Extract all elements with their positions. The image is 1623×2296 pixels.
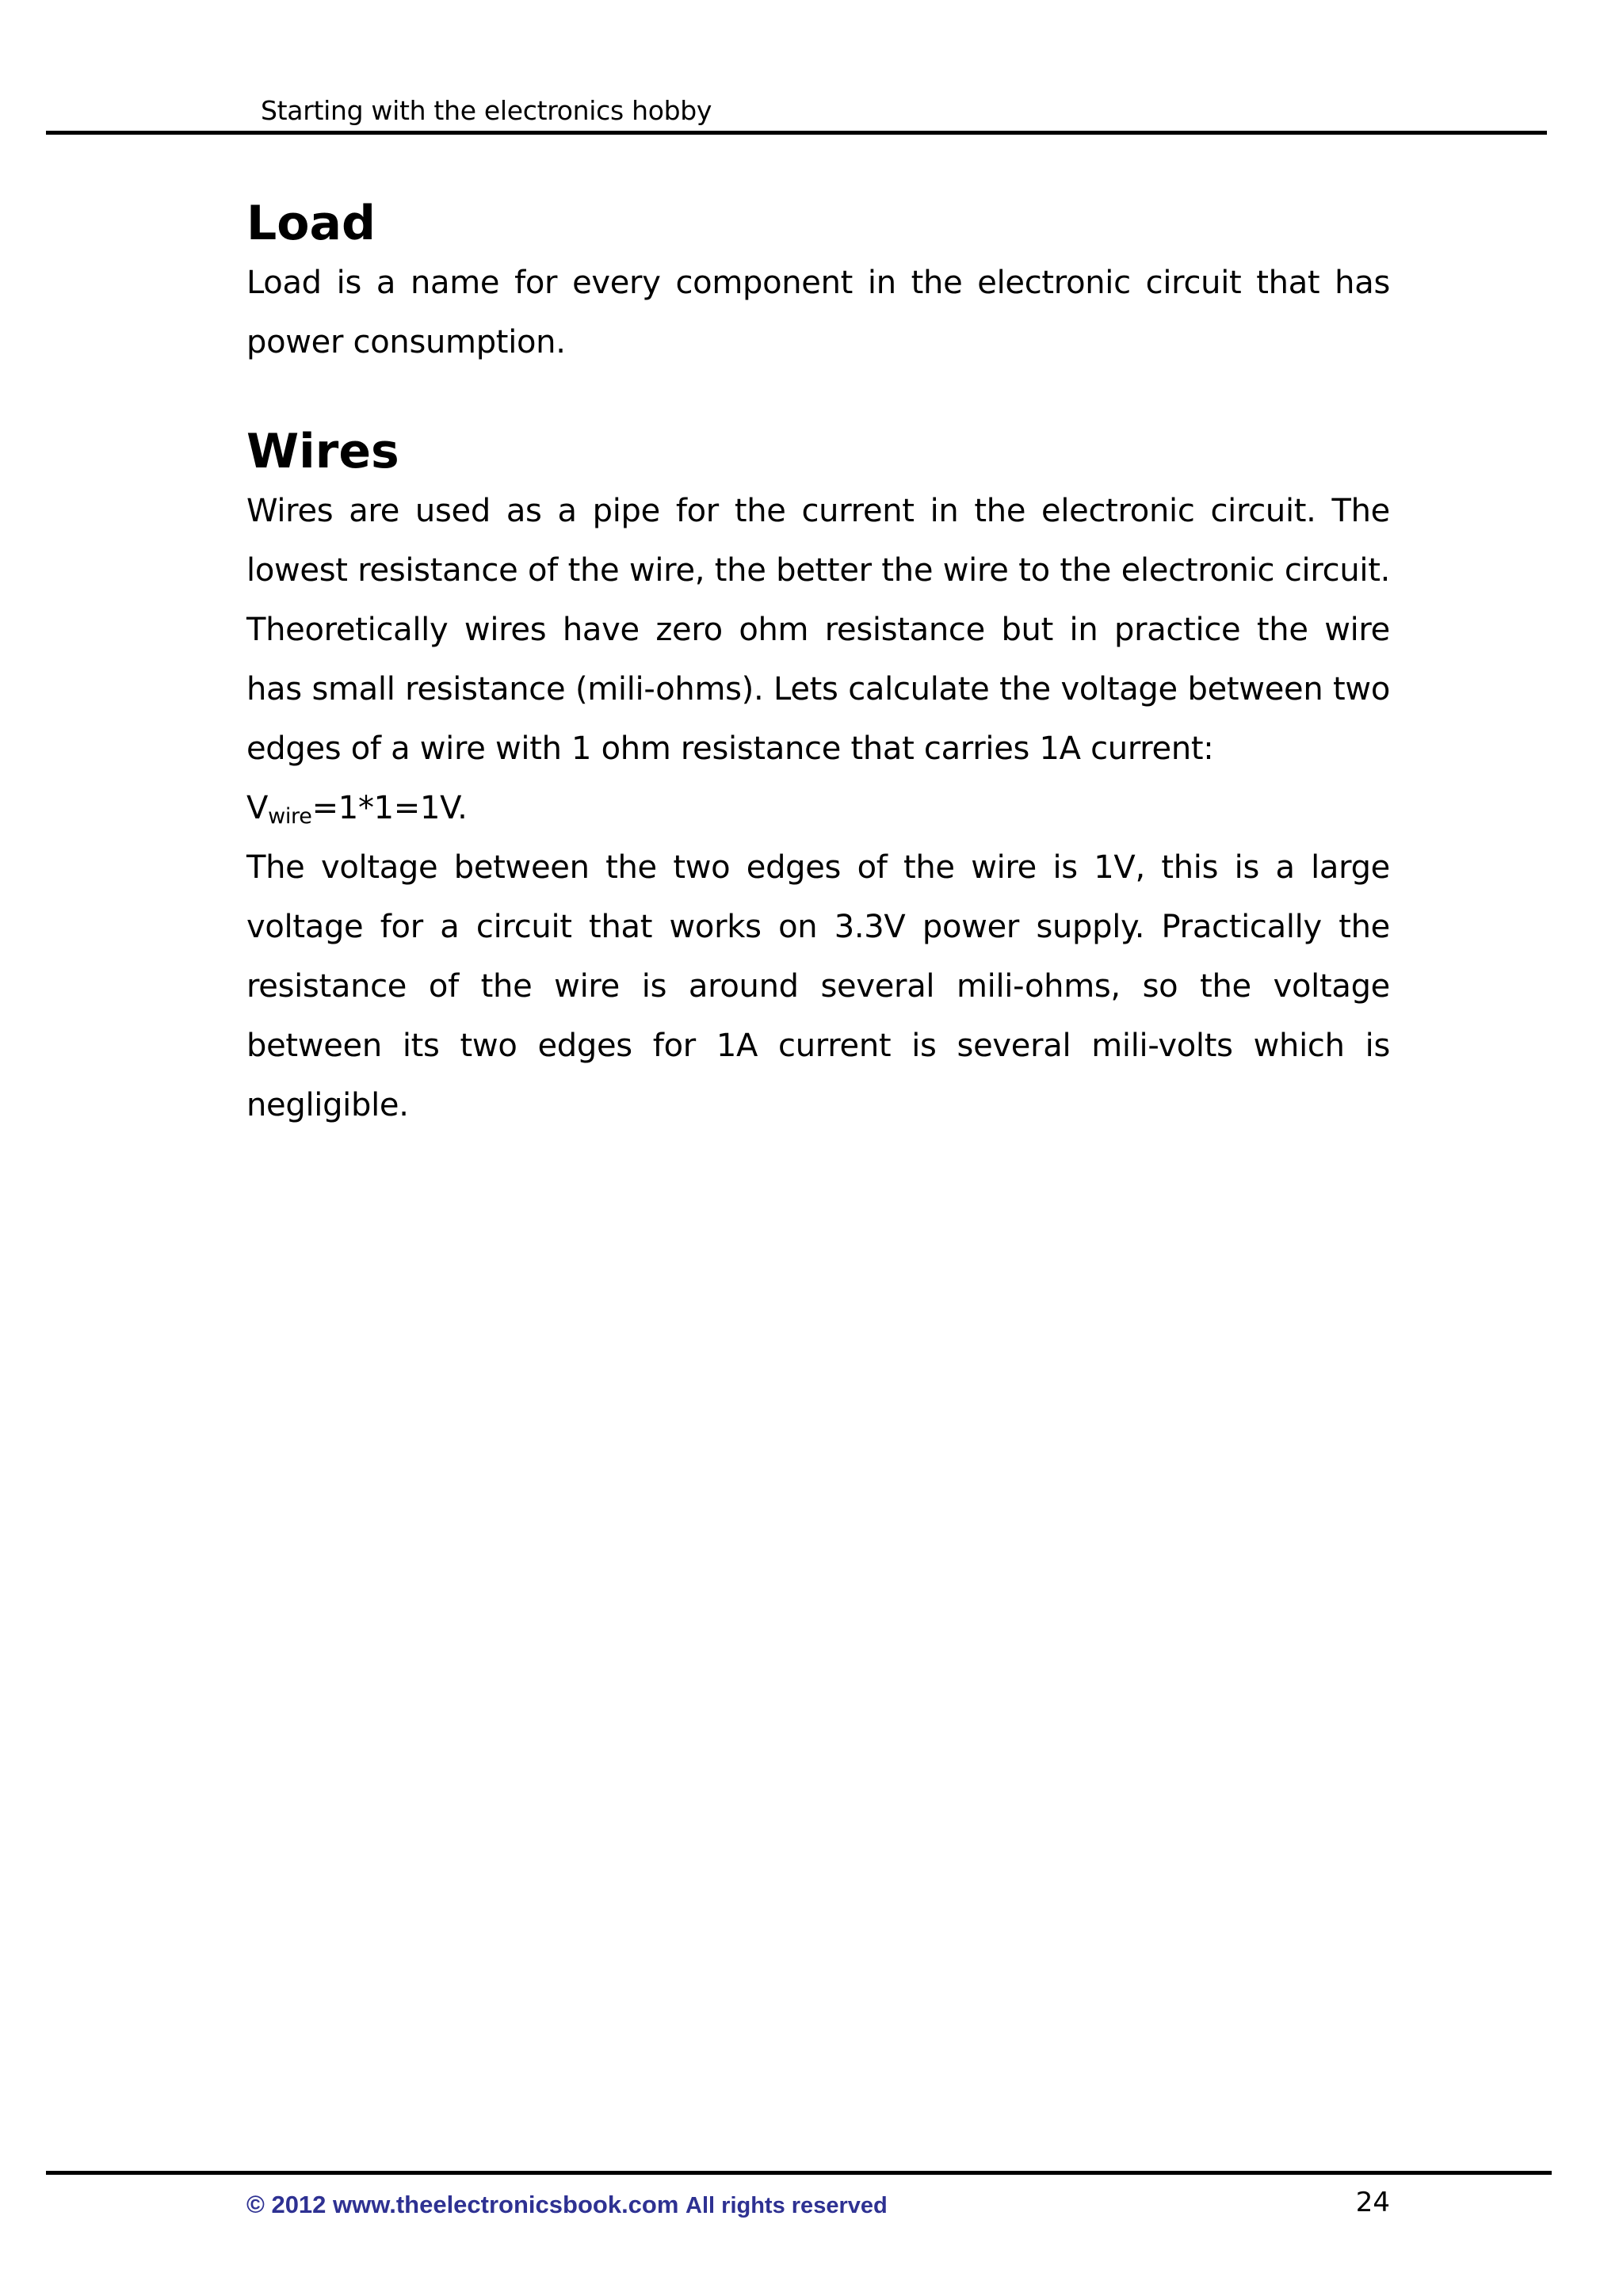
section-heading-wires: Wires: [246, 424, 399, 479]
footer-copyright-text: © 2012 www.theelectronicsbook.com: [246, 2191, 679, 2218]
footer-rights-text: All rights reserved: [685, 2193, 888, 2218]
page-number: 24: [1355, 2187, 1390, 2218]
paragraph-wires-conclusion: The voltage between the two edges of the wire is 1V, this is a large voltage for a circuit that works on 3.3V power supply. Practically the resistance of the wire is around several mili-ohms, so the voltage between its two edges for 1A current is several mili-volts which is negligible.: [246, 849, 1390, 1123]
footer-rule: [46, 2171, 1552, 2175]
paragraph-wires-intro: Wires are used as a pipe for the current in the electronic circuit. The lowest resistance of the wire, the better the wire to the electronic circuit. Theoretically wires have zero ohm resistance but in practice the wire has small resistance (mili-ohms). Lets calculate the voltage between two edges of a wire with 1 ohm resistance that carries 1A current:: [246, 493, 1390, 767]
formula-subscript: wire: [268, 804, 312, 829]
footer-copyright: [246, 2191, 888, 2219]
section-heading-load: Load: [246, 196, 376, 251]
running-header: Starting with the electronics hobby: [261, 95, 712, 126]
page-body: [246, 194, 1390, 1135]
header-rule: [46, 131, 1547, 135]
section-spacer: [246, 372, 1390, 422]
voltage-formula: [246, 779, 1390, 838]
paragraph-load-definition: Load is a name for every component in the electronic circuit that has power consumption.: [246, 265, 1390, 360]
formula-base: V: [246, 790, 269, 826]
formula-rest: =1*1=1V.: [311, 790, 468, 826]
